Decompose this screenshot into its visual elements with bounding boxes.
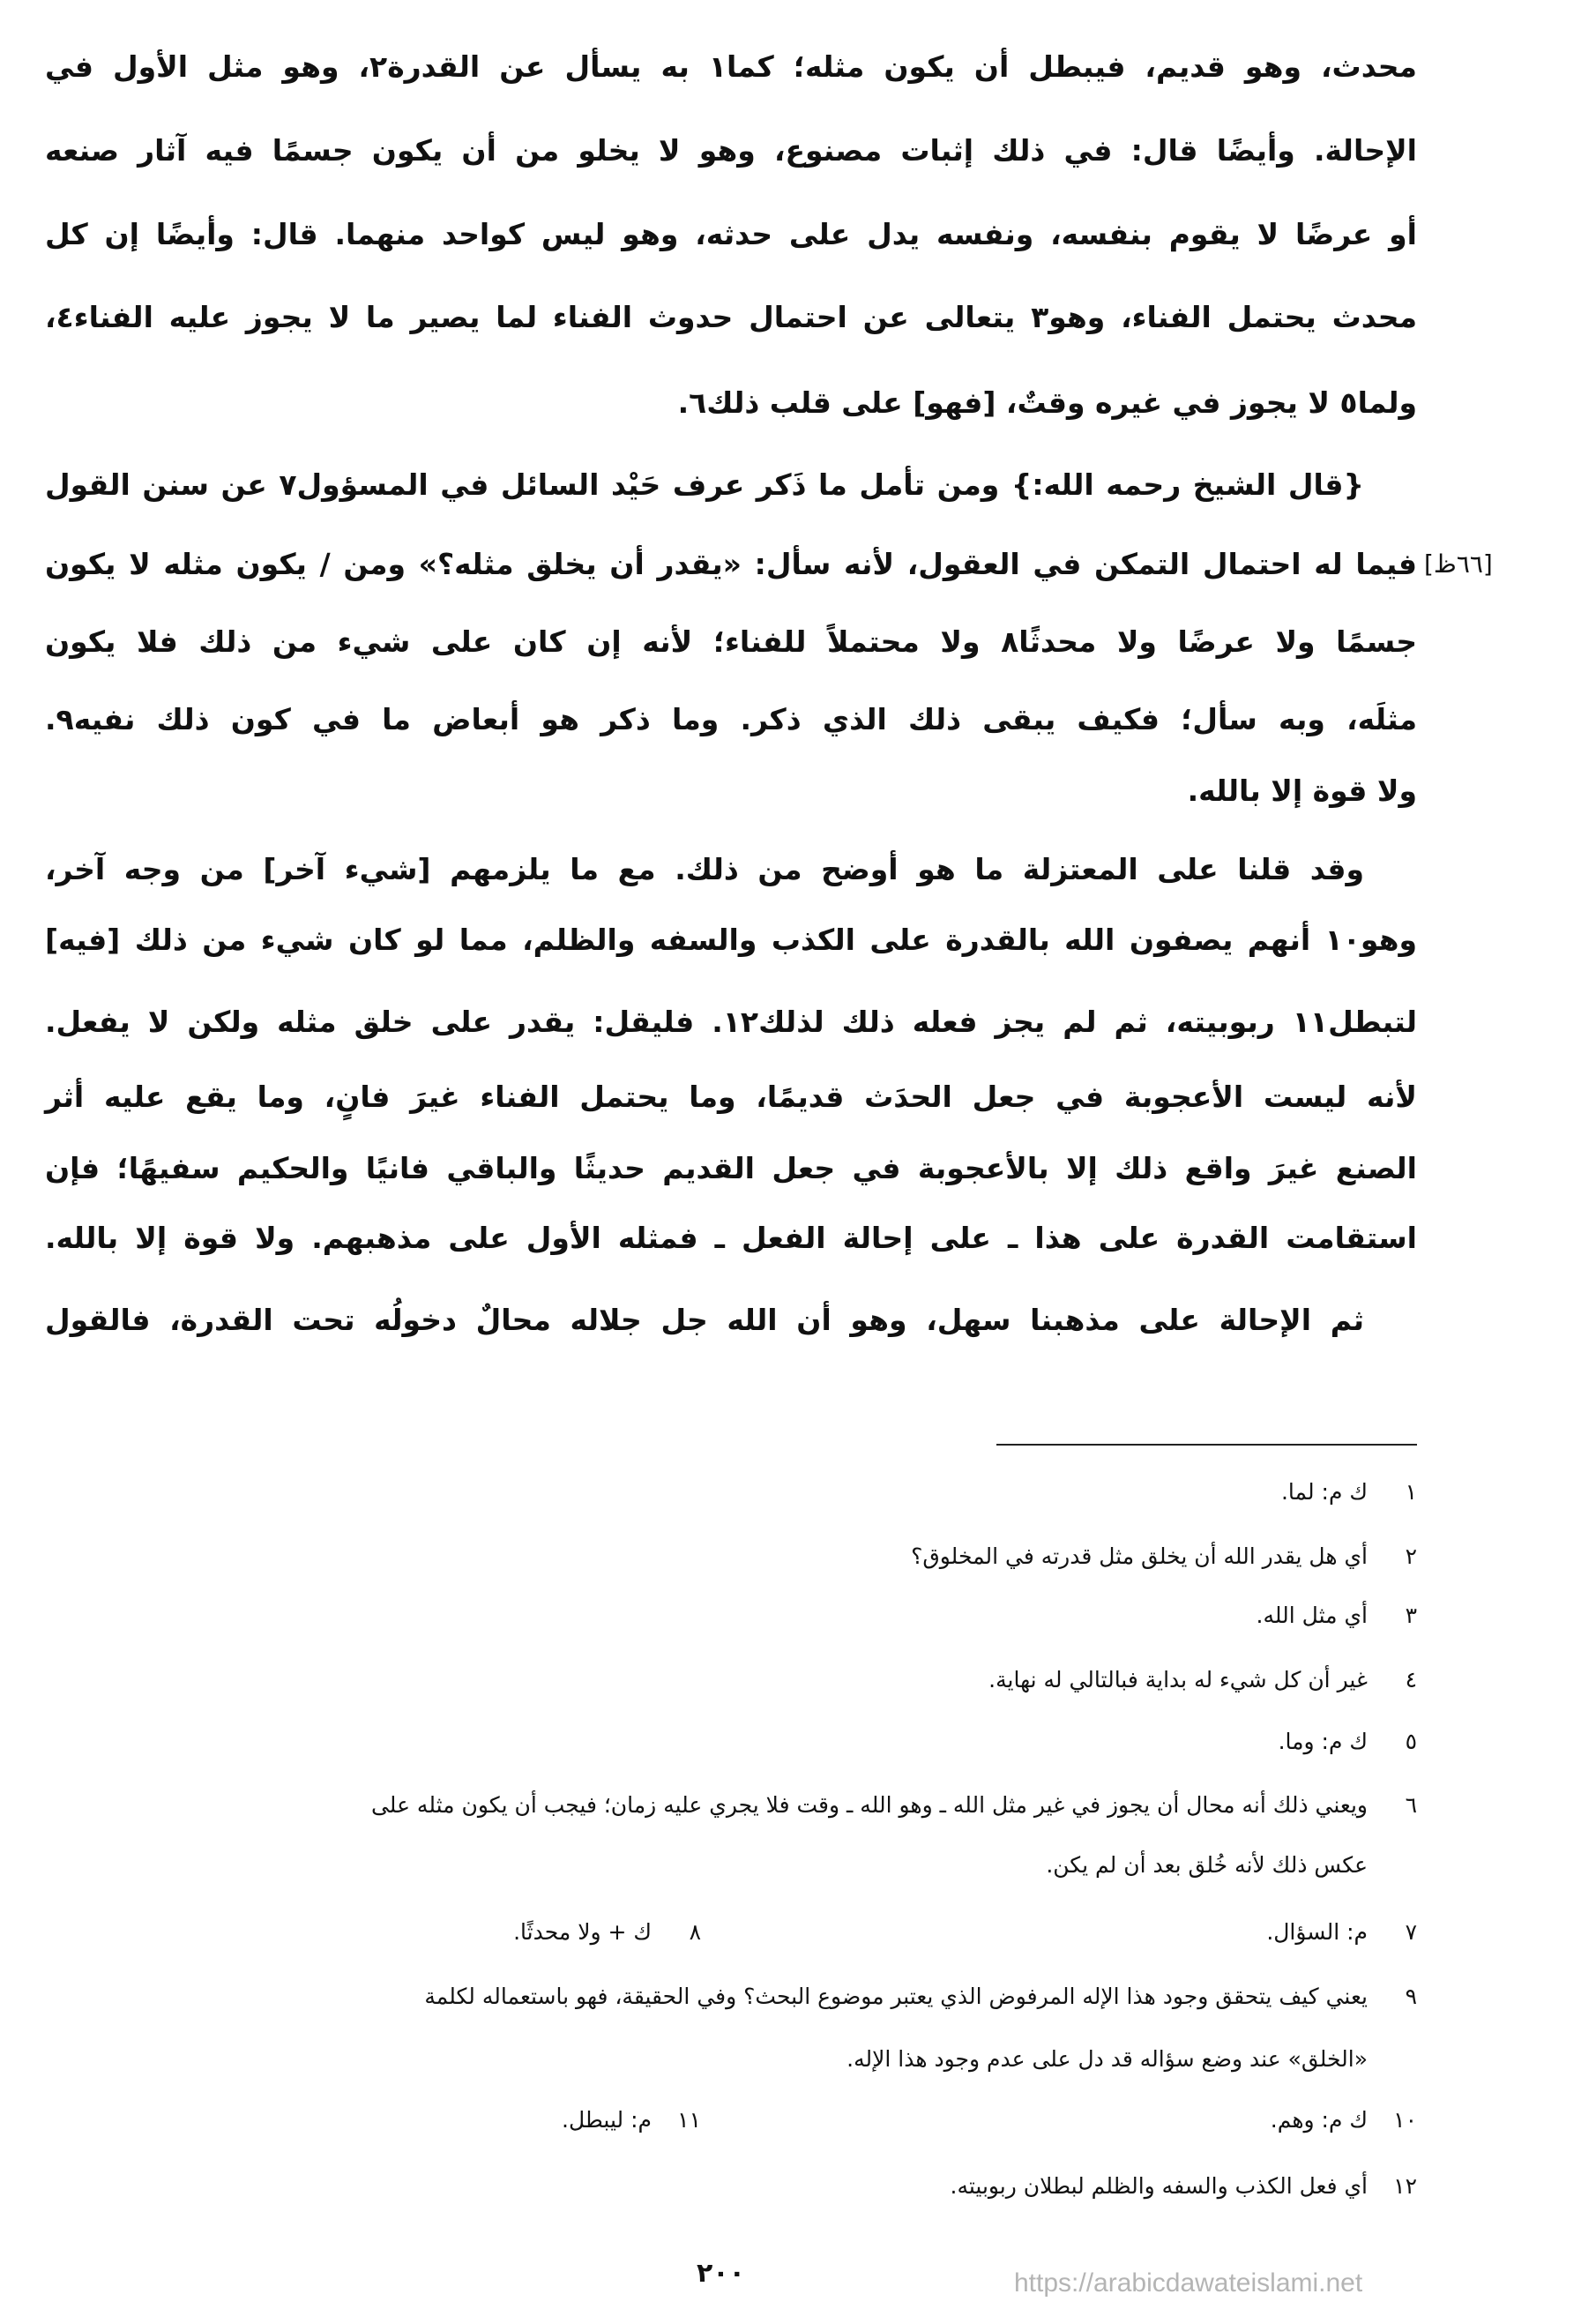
footnote: [951, 2169, 1418, 2204]
footnote-number: ١٠: [1393, 2107, 1417, 2133]
footnote: [1266, 1915, 1417, 1950]
footnote-number: ٤: [1405, 1667, 1417, 1693]
text-line: استقامت القدرة على هذا ـ على إحالة الفعل ـ فمثله الأول على مذهبهم. ولا قوة إلا بالله.: [45, 1221, 1417, 1255]
footnote-number: ١١: [677, 2107, 701, 2133]
text-line: ولا قوة إلا بالله.: [1187, 773, 1417, 808]
footnote: [424, 1979, 1417, 2014]
text-line: محدث يحتمل الفناء، وهو٣ يتعالى عن احتمال حدوث الفناء لما يصير ما لا يجوز عليه الفناء٤،: [45, 300, 1418, 334]
text-line: محدث، وهو قديم، فيبطل أن يكون مثله؛ كما١ به يسأل عن القدرة٢، وهو مثل الأول في: [45, 49, 1417, 84]
footnote-text: يعني كيف يتحقق وجود هذا الإله المرفوض الذي يعتبر موضوع البحث؟ وفي الحقيقة، فهو باستعماله لكلمة: [424, 1984, 1368, 2009]
footnote-text: ك م: وهم.: [1270, 2107, 1368, 2133]
footnote-number: ٢: [1405, 1543, 1417, 1569]
watermark-url: https://arabicdawateislami.net: [1014, 2268, 1363, 2298]
footnote-number: ٩: [1405, 1984, 1417, 2009]
footnote-number: ١٢: [1393, 2173, 1417, 2199]
text-line: لأنه ليست الأعجوبة في جعل الحدَث قديمًا، وما يحتمل الفناء غيرَ فانٍ، وما يقع عليه أثر: [45, 1080, 1417, 1114]
footnote-number: ٨: [689, 1919, 701, 1945]
footnote-text: أي فعل الكذب والسفه والظلم لبطلان ربوبيته.: [950, 2173, 1368, 2199]
footnote-number: ٥: [1405, 1729, 1417, 1754]
footnote-number: ٧: [1405, 1919, 1417, 1945]
text-line: جسمًا ولا عرضًا ولا محدثًا٨ ولا محتملاً للفناء؛ لأنه إن كان على شيء من ذلك فلا يكون: [45, 624, 1417, 659]
footnote-divider: [996, 1444, 1417, 1446]
text-line: وقد قلنا على المعتزلة ما هو أوضح من ذلك. مع ما يلزمهم [شيء آخر] من وجه آخر،: [45, 852, 1364, 886]
footnote: [1257, 1598, 1417, 1633]
footnote: [1281, 1475, 1417, 1510]
footnote-number: ٦: [1405, 1792, 1417, 1818]
footnote-continuation: «الخلق» عند وضع سؤاله قد دل على عدم وجود هذا الإله.: [846, 2046, 1368, 2072]
text-line: ولما٥ لا يجوز في غيره وقتٌ، [فهو] على قلب ذلك٦.: [677, 385, 1417, 420]
footnote-number: ٣: [1405, 1603, 1417, 1628]
footnote-text: أي مثل الله.: [1256, 1603, 1368, 1628]
text-line: فيما له احتمال التمكن في العقول، لأنه سأل: «يقدر أن يخلق مثله؟» ومن / يكون مثله لا يكون: [45, 547, 1417, 581]
text-line: {قال الشيخ رحمه الله:} ومن تأمل ما ذَكر عرف حَيْد السائل في المسؤول٧ عن سنن القول: [45, 467, 1364, 502]
footnote-continuation: عكس ذلك لأنه خُلق بعد أن لم يكن.: [1046, 1852, 1368, 1878]
footnote-text: ك م: لما.: [1280, 1479, 1368, 1505]
footnote-text: غير أن كل شيء له بداية فبالتالي له نهاية.: [988, 1667, 1368, 1693]
page-number: ٢٠٠: [697, 2258, 745, 2289]
text-line: الصنع غيرَ واقع ذلك إلا بالأعجوبة في جعل القديم حديثًا والباقي فانيًا والحكيم سفيهًا؛ فإن: [45, 1151, 1417, 1185]
footnote-text: ك م: وما.: [1278, 1729, 1368, 1754]
text-line: الإحالة. وأيضًا قال: في ذلك إثبات مصنوع، وهو لا يخلو من أن يكون جسمًا فيه آثار صنعه: [45, 133, 1417, 168]
footnote: [371, 1788, 1417, 1823]
footnote: [562, 2103, 701, 2138]
footnote-text: أي هل يقدر الله أن يخلق مثل قدرته في المخلوق؟: [911, 1543, 1368, 1569]
footnote: [513, 1915, 701, 1950]
text-line: ثم الإحالة على مذهبنا سهل، وهو أن الله جل جلاله محالٌ دخولُه تحت القدرة، فالقول: [45, 1303, 1364, 1337]
text-line: مثلَه، وبه سأل؛ فكيف يبقى ذلك الذي ذكر. وما ذكر هو أبعاض ما في كون ذلك نفيه٩.: [45, 702, 1417, 736]
text-line: لتبطل١١ ربوبيته، ثم لم يجز فعله ذلك لذلك١٢. فليقل: يقدر على خلق مثله ولكن لا يفعل.: [45, 1005, 1418, 1039]
footnote: [1271, 2103, 1417, 2138]
footnote-text: ك + ولا محدثًا.: [513, 1919, 652, 1945]
footnote: [988, 1663, 1417, 1698]
footnote-number: ١: [1405, 1479, 1417, 1505]
text-line: أو عرضًا لا يقوم بنفسه، ونفسه يدل على حدثه، وهو ليس كواحد منهما. قال: وأيضًا إن كل: [45, 217, 1417, 251]
footnote-text: م: ليبطل.: [562, 2107, 652, 2133]
footnote-text: ويعني ذلك أنه محال أن يجوز في غير مثل الله ـ وهو الله ـ وقت فلا يجري عليه زمان؛ فيجب أن يكون مثله على: [370, 1792, 1368, 1818]
text-line: وهو١٠ أنهم يصفون الله بالقدرة على الكذب والسفه والظلم، مما لو كان شيء من ذلك [فيه]: [45, 923, 1417, 957]
footnote: [1279, 1724, 1417, 1760]
manuscript-folio-note: [٦٦ظ]: [1424, 549, 1493, 579]
footnote: [911, 1539, 1417, 1574]
footnote-text: م: السؤال.: [1266, 1919, 1368, 1945]
